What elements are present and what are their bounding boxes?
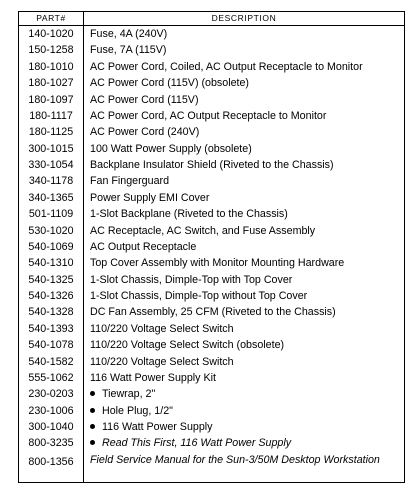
description-cell: AC Power Cord (240V)	[90, 126, 200, 139]
description-column	[84, 26, 404, 482]
part-number-cell: 330-1054	[28, 159, 74, 171]
part-number-cell: 540-1328	[28, 306, 74, 319]
description-text: Tiewrap, 2"	[102, 388, 156, 401]
description-cell: 100 Watt Power Supply (obsolete)	[90, 142, 252, 155]
part-number-cell: 540-1582	[28, 355, 74, 368]
part-column-header: PART#	[19, 12, 84, 25]
bullet-icon	[90, 391, 95, 396]
description-cell: 110/220 Voltage Select Switch (obsolete)	[90, 339, 285, 352]
description-cell: 1-Slot Chassis, Dimple-Top with Top Cover	[90, 273, 293, 286]
part-number-column	[19, 26, 84, 482]
bullet-icon	[90, 440, 95, 445]
part-number-cell: 180-1027	[28, 77, 74, 90]
part-number-cell: 800-3235	[28, 437, 74, 450]
bullet-icon	[90, 408, 95, 413]
table-body	[19, 26, 404, 482]
description-cell: Fuse, 4A (240V)	[90, 28, 168, 40]
part-number-cell: 540-1326	[28, 290, 74, 302]
description-cell: Power Supply EMI Cover	[90, 191, 210, 204]
part-number-cell: 180-1125	[28, 126, 74, 139]
part-number-cell: 540-1393	[28, 322, 74, 335]
description-cell: DC Fan Assembly, 25 CFM (Riveted to the Chassis)	[90, 306, 336, 319]
description-cell: Fan Fingerguard	[90, 175, 170, 188]
part-number-cell: 501-1109	[28, 208, 74, 221]
description-cell: 110/220 Voltage Select Switch	[90, 322, 234, 335]
bullet-icon	[90, 424, 95, 429]
part-number-cell: 540-1310	[28, 257, 74, 270]
part-number-cell: 140-1020	[28, 28, 74, 40]
part-number-cell: 150-1258	[28, 44, 74, 57]
table-header	[19, 12, 404, 26]
parts-table	[18, 11, 405, 483]
part-number-cell: 180-1117	[29, 109, 73, 122]
description-cell: AC Power Cord, AC Output Receptacle to Monitor	[90, 109, 327, 122]
description-cell: 1-Slot Chassis, Dimple-Top without Top Cover	[90, 290, 308, 302]
part-number-cell: 540-1069	[28, 240, 74, 253]
description-cell: 116 Watt Power Supply Kit	[90, 371, 216, 384]
description-cell-bulleted	[84, 403, 404, 419]
description-text: Read This First, 116 Watt Power Supply	[102, 437, 292, 450]
description-cell: AC Power Cord (115V) (obsolete)	[90, 77, 249, 90]
description-cell-bulleted	[84, 386, 404, 402]
part-number-cell: 180-1097	[28, 93, 74, 106]
part-number-cell: 540-1078	[28, 339, 74, 352]
description-cell: AC Power Cord, Coiled, AC Output Receptacle to Monitor	[90, 60, 363, 73]
description-cell: AC Receptacle, AC Switch, and Fuse Assembly	[90, 224, 316, 237]
description-cell: Backplane Insulator Shield (Riveted to the Chassis)	[90, 159, 334, 171]
part-number-cell: 300-1040	[28, 421, 74, 433]
part-number-cell: 530-1020	[28, 224, 74, 237]
description-column-header: DESCRIPTION	[211, 13, 277, 23]
description-cell: 110/220 Voltage Select Switch	[90, 355, 234, 368]
part-number-cell: 230-1006	[28, 404, 74, 417]
description-text: 116 Watt Power Supply	[102, 421, 213, 433]
part-number-cell: 540-1325	[28, 273, 74, 286]
part-number-cell: 300-1015	[28, 142, 74, 155]
description-cell-bulleted	[84, 419, 404, 435]
description-cell: AC Output Receptacle	[90, 240, 197, 253]
part-number-cell: 555-1062	[28, 371, 74, 384]
description-cell: Fuse, 7A (115V)	[90, 44, 167, 57]
description-cell-bulleted	[84, 435, 404, 451]
description-cell: AC Power Cord (115V)	[90, 93, 199, 106]
part-number-cell: 340-1365	[28, 191, 74, 204]
description-cell: 1-Slot Backplane (Riveted to the Chassis)	[90, 208, 288, 221]
description-cell: Top Cover Assembly with Monitor Mounting Hardware	[90, 257, 345, 270]
part-number-cell: 800-1356	[28, 455, 74, 468]
part-number-cell: 180-1010	[28, 60, 74, 73]
part-number-cell: 230-0203	[28, 388, 74, 401]
part-number-cell: 340-1178	[28, 175, 74, 188]
description-cell: Field Service Manual for the Sun-3/50M Desktop Workstation	[90, 453, 380, 466]
description-text: Hole Plug, 1/2"	[102, 404, 173, 417]
